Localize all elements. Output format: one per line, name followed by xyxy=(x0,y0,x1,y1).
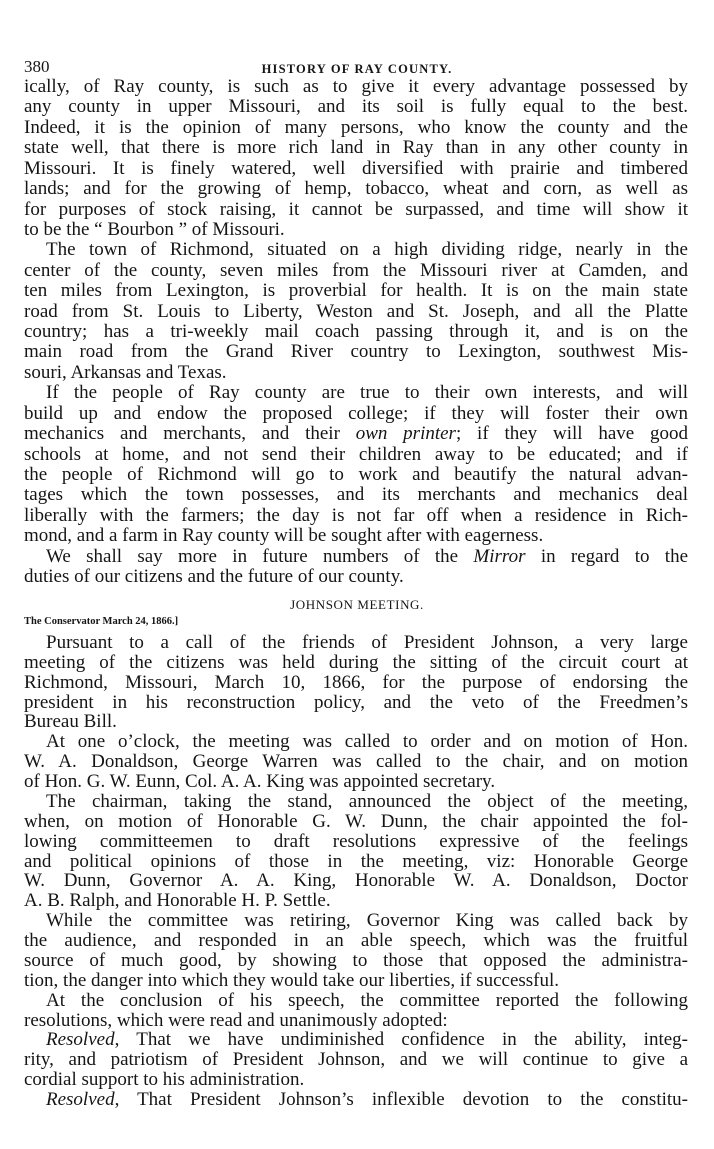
text-line xyxy=(24,772,688,792)
text-run: At the conclusion of his speech, the committee reported the following xyxy=(46,989,688,1011)
text-line xyxy=(46,1030,688,1050)
text-line xyxy=(46,547,688,567)
text-line xyxy=(24,752,688,772)
text-run: A. B. Ralph, and Honorable H. P. Settle. xyxy=(24,890,331,912)
text-line xyxy=(24,220,688,240)
text-line xyxy=(24,179,688,199)
text-run: the people of Richmond will go to work and beautify the natural advan- xyxy=(24,463,688,485)
text-run: Bureau Bill. xyxy=(24,711,117,733)
text-run: mechanics and merchants, and their xyxy=(24,423,356,445)
text-run: Missouri. It is finely watered, well diversified with prairie and timbered xyxy=(24,157,688,179)
text-run: W. A. Donaldson, George Warren was called to the chair, and on motion xyxy=(24,751,688,773)
text-line xyxy=(24,812,688,832)
text-line xyxy=(24,673,688,693)
text-run: tages which the town possesses, and its merchants and mechanics deal xyxy=(24,484,688,506)
italic-text: Mirror xyxy=(473,545,526,567)
text-run: to be the “ Bourbon ” of Missouri. xyxy=(24,218,285,240)
text-line xyxy=(24,118,688,138)
section-heading: JOHNSON MEETING. xyxy=(290,597,424,612)
text-run: country; has a tri-weekly mail coach passing through it, and is on the xyxy=(24,321,688,343)
text-run: mond, and a farm in Ray county will be sought after with eagerness. xyxy=(24,525,544,547)
text-line xyxy=(24,445,688,465)
text-run: and political opinions of those in the meeting, viz: Honorable George xyxy=(24,850,688,872)
text-run: ten miles from Lexington, is proverbial for health. It is on the main state xyxy=(24,280,688,302)
text-run: The chairman, taking the stand, announced the object of the meeting, xyxy=(46,790,688,812)
text-run: schools at home, and not send their children away to be educated; and if xyxy=(24,443,688,465)
text-line xyxy=(46,633,688,653)
italic-text: Resolved xyxy=(46,1029,115,1051)
text-run: source of much good, by showing to those that opposed the administra- xyxy=(24,949,688,971)
text-run: We shall say more in future numbers of the xyxy=(46,545,474,567)
text-line xyxy=(24,322,688,342)
text-line xyxy=(24,159,688,179)
text-line xyxy=(46,383,688,403)
text-run: main road from the Grand River country to Lexington, southwest Mis- xyxy=(24,341,688,363)
text-line xyxy=(24,302,688,322)
text-line xyxy=(24,971,688,991)
text-line xyxy=(24,281,688,301)
text-line xyxy=(24,261,688,281)
text-line xyxy=(24,1070,688,1090)
text-line xyxy=(24,832,688,852)
text-line xyxy=(24,693,688,713)
text-line xyxy=(24,951,688,971)
text-line xyxy=(46,792,688,812)
text-line xyxy=(24,931,688,951)
text-run: The town of Richmond, situated on a high dividing ridge, nearly in the xyxy=(46,239,688,261)
text-line xyxy=(24,77,688,97)
text-line xyxy=(46,732,688,752)
running-title: HISTORY OF RAY COUNTY. xyxy=(261,62,453,76)
text-run: the audience, and responded in an able speech, which was the fruitful xyxy=(24,930,688,952)
text-line xyxy=(24,871,688,891)
text-run: tion, the danger into which they would take our liberties, if successful. xyxy=(24,969,560,991)
text-line xyxy=(46,240,688,260)
text-run: in regard to the xyxy=(525,545,689,567)
text-run: W. Dunn, Governor A. A. King, Honorable W. A. Donaldson, Doctor xyxy=(24,870,688,892)
text-run: , That President Johnson’s inflexible devotion to the constitu- xyxy=(114,1089,688,1110)
text-run: liberally with the farmers; the day is not far off when a residence in Rich- xyxy=(24,504,688,526)
text-line xyxy=(24,424,688,444)
page-number: 380 xyxy=(24,57,50,76)
text-run: , That we have undiminished confidence in the ability, integ- xyxy=(114,1029,688,1051)
text-run: If the people of Ray county are true to their own interests, and will xyxy=(46,382,688,404)
italic-text: own printer xyxy=(355,423,456,445)
text-run: Richmond, Missouri, March 10, 1866, for the purpose of endorsing the xyxy=(24,671,688,693)
text-run: At one o’clock, the meeting was called to order and on motion of Hon. xyxy=(46,731,688,753)
text-run: when, on motion of Honorable G. W. Dunn, the chair appointed the fol- xyxy=(24,810,688,832)
text-line xyxy=(46,911,688,931)
text-line xyxy=(24,200,688,220)
text-run: duties of our citizens and the future of our county. xyxy=(24,566,404,588)
text-line xyxy=(24,526,688,546)
text-run: souri, Arkansas and Texas. xyxy=(24,361,227,383)
text-line xyxy=(24,653,688,673)
text-line xyxy=(24,852,688,872)
text-line xyxy=(24,891,688,911)
text-run: Pursuant to a call of the friends of President Johnson, a very large xyxy=(46,632,688,653)
text-run: While the committee was retiring, Governor King was called back by xyxy=(46,910,688,932)
text-line xyxy=(24,404,688,424)
text-line xyxy=(24,465,688,485)
text-run: ; if they will have good xyxy=(455,423,688,445)
text-run: state well, that there is more rich land in Ray than in any other county in xyxy=(24,137,688,159)
text-run: any county in upper Missouri, and its soil is fully equal to the best. xyxy=(24,96,688,118)
text-line xyxy=(24,97,688,117)
text-line xyxy=(24,138,688,158)
text-run: of Hon. G. W. Eunn, Col. A. A. King was appointed secretary. xyxy=(24,771,496,793)
text-line xyxy=(46,1090,688,1110)
text-run: lands; and for the growing of hemp, tobacco, wheat and corn, as well as xyxy=(24,178,688,200)
text-line xyxy=(24,485,688,505)
text-run: build up and endow the proposed college; if they will foster their own xyxy=(24,402,688,424)
text-run: meeting of the citizens was held during the sitting of the circuit court at xyxy=(24,651,688,673)
text-line xyxy=(46,991,688,1011)
text-line xyxy=(24,506,688,526)
text-run: lowing committeemen to draft resolutions expressive of the feelings xyxy=(24,830,688,852)
text-line xyxy=(24,363,688,383)
text-run: for purposes of stock raising, it cannot be surpassed, and time will show it xyxy=(24,198,688,220)
text-run: resolutions, which were read and unanimously adopted: xyxy=(24,1009,448,1031)
text-line xyxy=(24,1050,688,1070)
source-note: The Conservator March 24, 1866.] xyxy=(24,616,179,627)
text-line xyxy=(24,712,688,732)
text-line xyxy=(24,567,688,587)
text-line xyxy=(24,342,688,362)
text-line xyxy=(24,1011,688,1031)
text-run: cordial support to his administration. xyxy=(24,1069,305,1091)
text-run: Indeed, it is the opinion of many persons, who know the county and the xyxy=(24,116,688,138)
italic-text: Resolved xyxy=(46,1089,115,1110)
text-run: rity, and patriotism of President Johnson, and we will continue to give a xyxy=(24,1049,688,1071)
text-run: road from St. Louis to Liberty, Weston and St. Joseph, and all the Platte xyxy=(24,300,688,322)
text-run: ically, of Ray county, is such as to give it every advantage possessed by xyxy=(24,76,688,97)
text-run: center of the county, seven miles from the Missouri river at Camden, and xyxy=(24,259,688,281)
text-run: president in his reconstruction policy, and the veto of the Freedmen’s xyxy=(24,691,688,713)
